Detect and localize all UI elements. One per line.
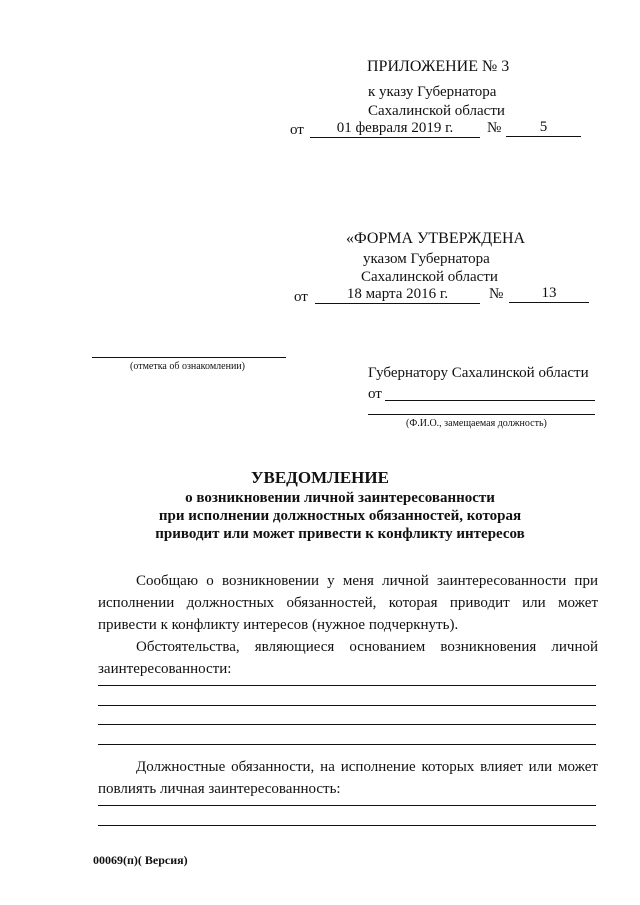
addressee-from-line: [385, 400, 595, 401]
appendix-date: 01 февраля 2019 г.: [310, 119, 480, 138]
appendix-line-2: Сахалинской области: [368, 103, 505, 119]
body-paragraph-3: Должностные обязанности, на исполнение которых влияет или может повлиять личная заинтересованность:: [98, 759, 598, 797]
notice-title: УВЕДОМЛЕНИЕ: [251, 468, 389, 487]
appendix-number: 5: [506, 118, 581, 137]
notice-subtitle-line-1: о возникновении личной заинтересованности: [185, 490, 495, 506]
addressee-caption: (Ф.И.О., замещаемая должность): [406, 418, 547, 429]
duties-line-2: [98, 825, 596, 826]
circumstances-line-4: [98, 744, 596, 745]
circumstances-line-3: [98, 724, 596, 725]
form-approved-date: 18 марта 2016 г.: [315, 285, 480, 304]
form-approved-title: «ФОРМА УТВЕРЖДЕНА: [346, 230, 526, 247]
form-approved-number-label: №: [489, 286, 504, 302]
form-approved-from-label: от: [294, 289, 308, 305]
form-approved-line-2: Сахалинской области: [361, 269, 498, 285]
footer-code: 00069(п)( Версия): [93, 853, 188, 867]
acknowledgement-line: [92, 357, 286, 358]
notice-subtitle-line-2: при исполнении должностных обязанностей, которая: [158, 508, 522, 524]
acknowledgement-caption: (отметка об ознакомлении): [130, 361, 245, 372]
addressee-to: Губернатору Сахалинской области: [368, 365, 589, 381]
body-paragraph-1: Сообщаю о возникновении у меня личной заинтересованности при исполнении должностных обязанностей, которая приводит или может привести к конфликту интересов (нужное подчеркнуть).: [98, 573, 598, 633]
appendix-number-label: №: [487, 120, 502, 136]
notice-subtitle-line-3: приводит или может привести к конфликту интересов: [155, 526, 525, 542]
circumstances-line-1: [98, 685, 596, 686]
body-paragraph-2: Обстоятельства, являющиеся основанием возникновения личной заинтересованности:: [98, 639, 598, 677]
duties-line-1: [98, 805, 596, 806]
addressee-from-label: от: [368, 386, 382, 402]
appendix-from-label: от: [290, 122, 304, 138]
appendix-line-1: к указу Губернатора: [368, 84, 497, 100]
form-approved-number: 13: [509, 284, 589, 303]
addressee-position-line: [368, 414, 595, 415]
appendix-title: ПРИЛОЖЕНИЕ № 3: [367, 58, 510, 75]
circumstances-line-2: [98, 705, 596, 706]
form-approved-line-1: указом Губернатора: [363, 251, 490, 267]
